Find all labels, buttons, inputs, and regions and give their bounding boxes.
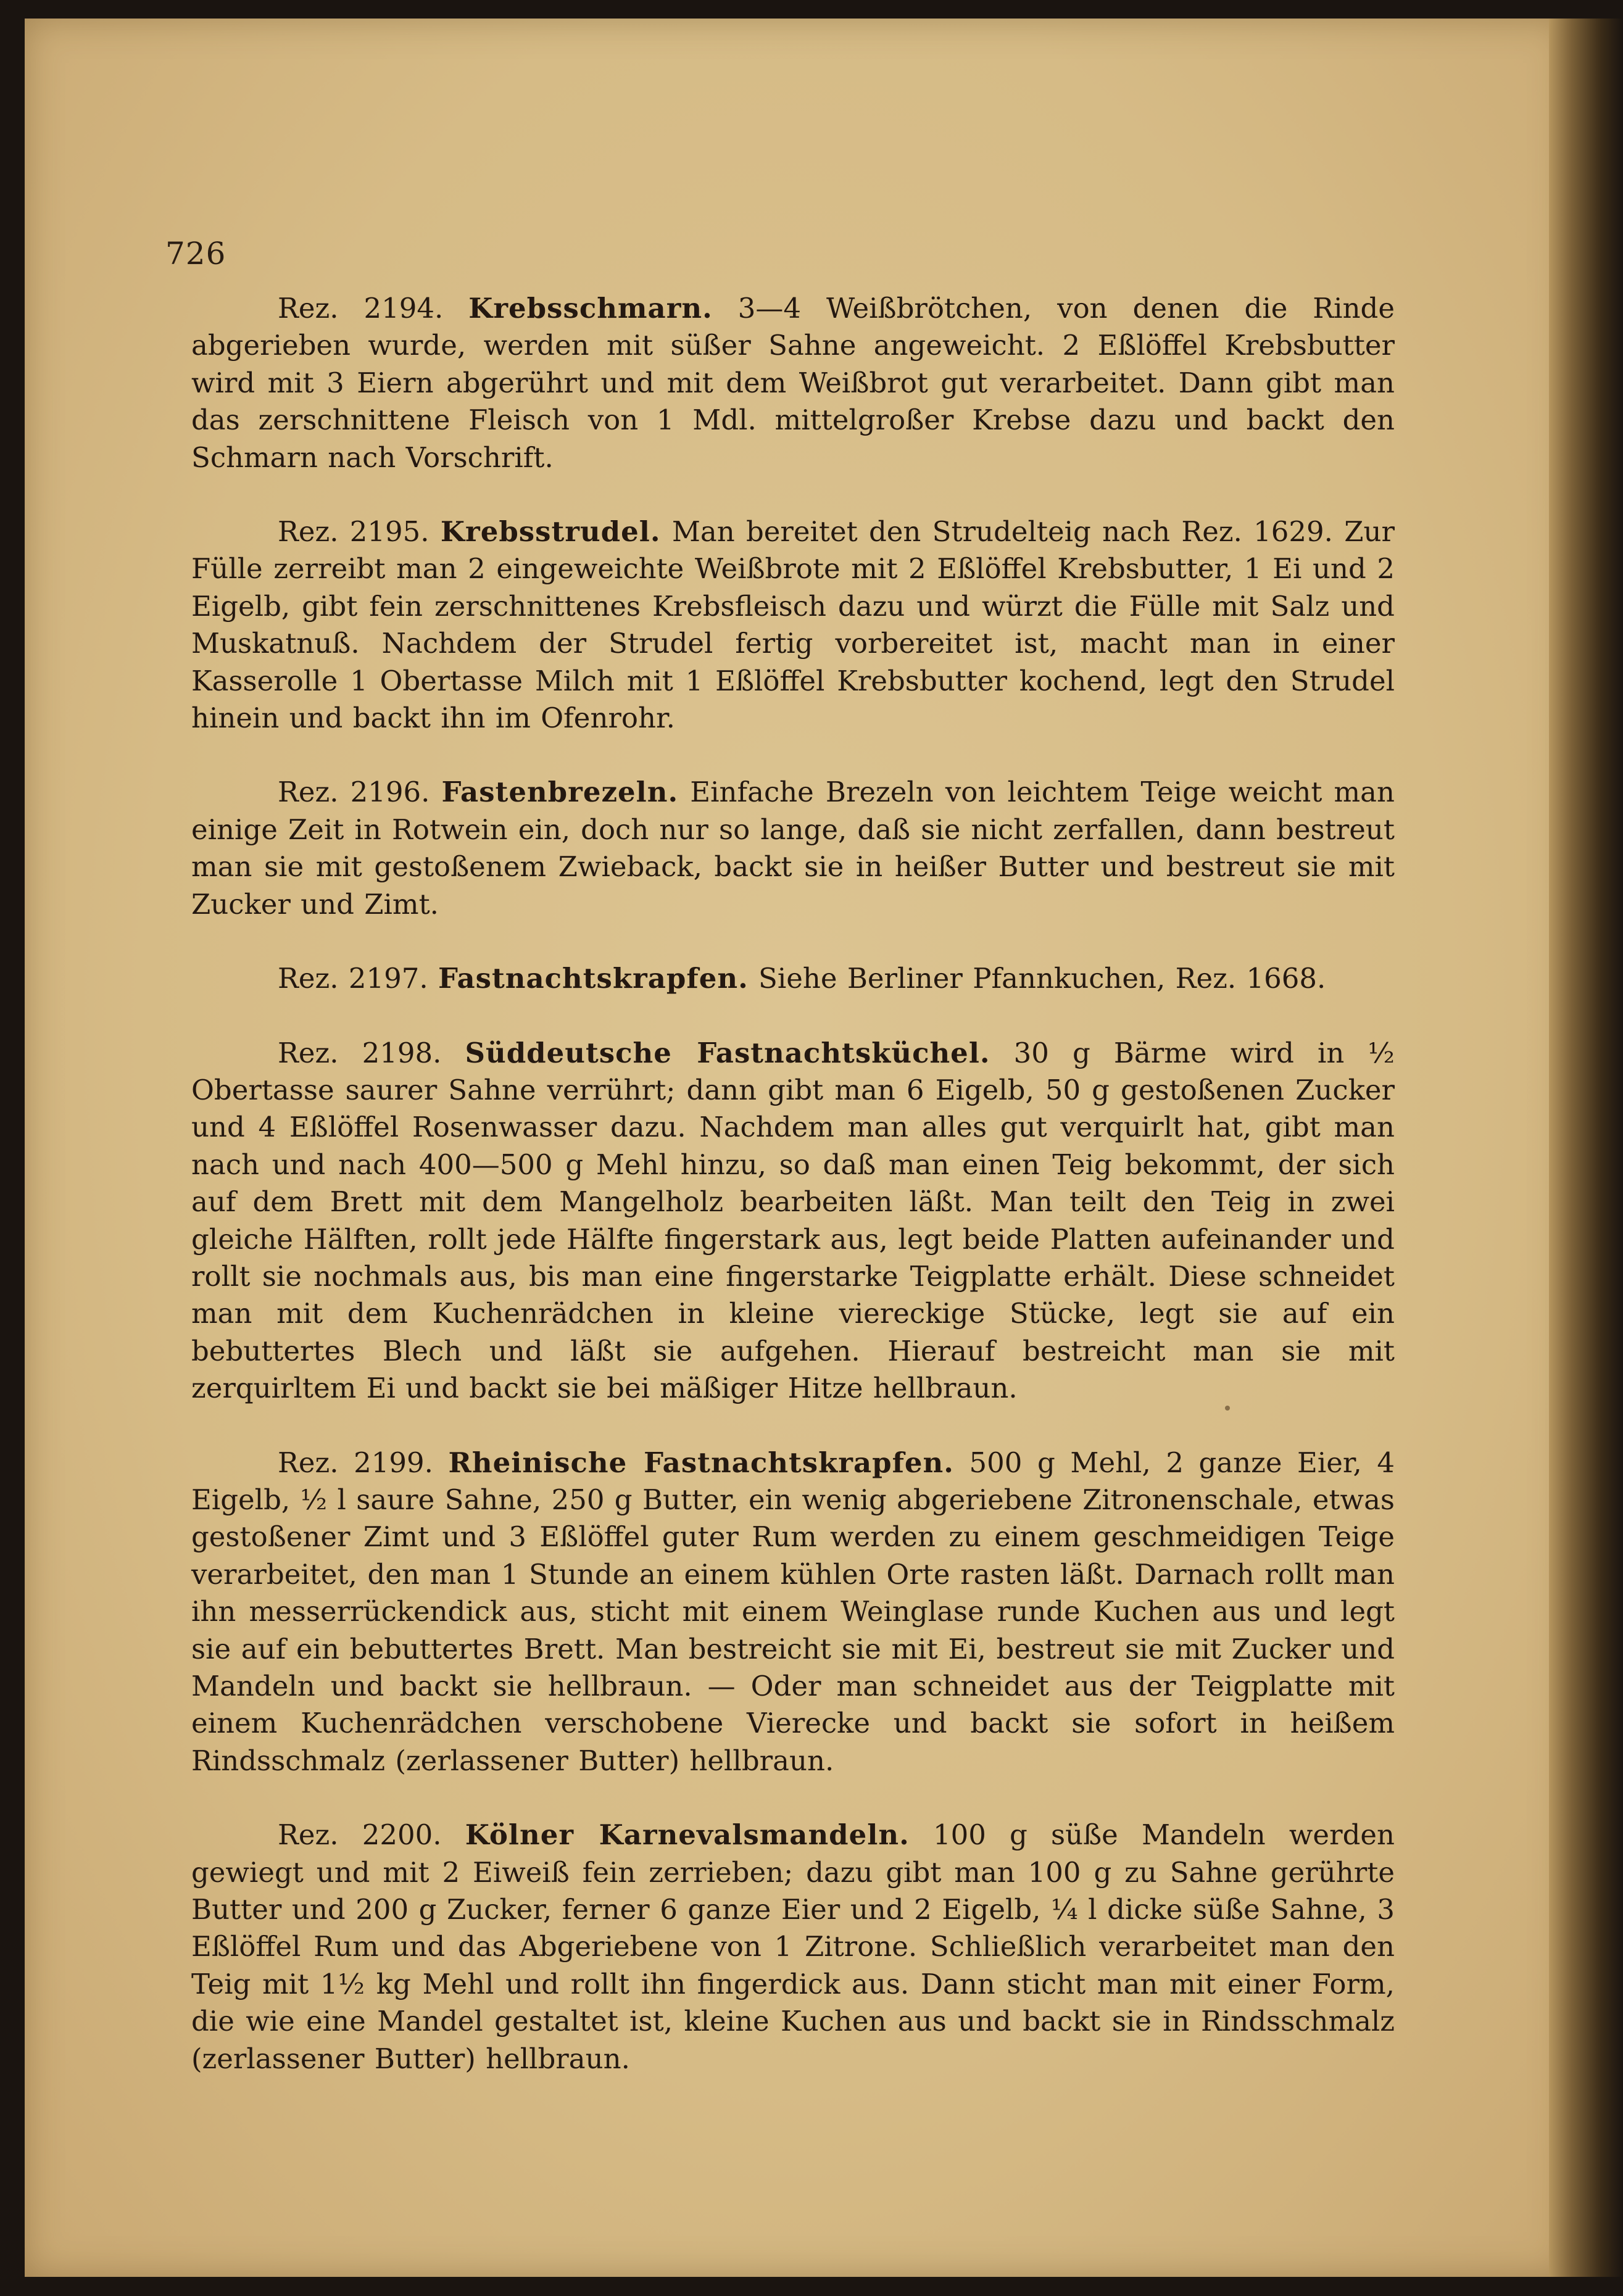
book-gutter xyxy=(1549,19,1623,2277)
recipe-2195 xyxy=(191,513,1395,737)
recipe-text: 30 g Bärme wird in ½ Obertasse saurer Sahne verrührt; dann gibt man 6 Eigelb, 50 g gestoßenen Zucker und 4 Eßlöffel Rosenwasser dazu. Nachdem man alles gut verquirlt hat, gibt man nach und nach 400—500 g Mehl hinzu, so daß man einen Teig bekommt, der sich auf dem Brett mit dem Mangelholz bearbeiten läßt. Man teilt den Teig in zwei gleiche Hälften, rollt jede Hälfte fingerstark aus, legt beide Platten aufeinander und rollt sie nochmals aus, bis man eine fingerstarke Teigplatte erhält. Diese schneidet man mit dem Kuchenrädchen in kleine viereckige Stücke, legt sie auf ein bebuttertes Blech und läßt sie aufgehen. Hierauf bestreicht man sie mit zerquirltem Ei und backt sie bei mäßiger Hitze hellbraun. xyxy=(191,1036,1395,1405)
recipe-number: Rez. 2194. xyxy=(278,292,444,325)
recipe-title: Krebsstrudel. xyxy=(440,515,661,549)
recipe-text: 100 g süße Mandeln werden gewiegt und mit 2 Eiweiß fein zerrieben; dazu gibt man 100 g zu Sahne gerührte Butter und 200 g Zucker, ferner 6 ganze Eier und 2 Eigelb, ¼ l dicke süße Sahne, 3 Eßlöffel Rum und das Abgeriebene von 1 Zitrone. Schließlich verarbeitet man den Teig mit 1½ kg Mehl und rollt ihn fingerdick aus. Dann sticht man mit einer Form, die wie eine Mandel gestaltet ist, kleine Kuchen aus und backt sie in Rindsschmalz (zerlassener Butter) hellbraun. xyxy=(191,1818,1395,2075)
ink-speck xyxy=(1225,1406,1230,1411)
recipe-title: Fastnachtskrapfen. xyxy=(438,962,749,995)
recipe-list xyxy=(191,290,1395,2115)
recipe-title: Rheinische Fastnachtskrapfen. xyxy=(448,1446,954,1479)
recipe-text: Einfache Brezeln von leichtem Teige weicht man einige Zeit in Rotwein ein, doch nur so lange, daß sie nicht zerfallen, dann bestreut man sie mit gestoßenem Zwieback, backt sie in heißer Butter und bestreut sie mit Zucker und Zimt. xyxy=(191,776,1395,921)
recipe-2198 xyxy=(191,1035,1395,1407)
recipe-number: Rez. 2199. xyxy=(278,1446,433,1479)
recipe-number: Rez. 2196. xyxy=(278,776,430,809)
recipe-2194 xyxy=(191,290,1395,476)
recipe-text: Siehe Berliner Pfannkuchen, Rez. 1668. xyxy=(758,962,1326,995)
recipe-text: Man bereitet den Strudelteig nach Rez. 1629. Zur Fülle zerreibt man 2 eingeweichte Weißbrote mit 2 Eßlöffel Krebsbutter, 1 Ei und 2 Eigelb, gibt fein zerschnittenes Krebsfleisch dazu und würzt die Fülle mit Salz und Muskatnuß. Nachdem der Strudel fertig vorbereitet ist, macht man in einer Kasserolle 1 Obertasse Milch mit 1 Eßlöffel Krebsbutter kochend, legt den Strudel hinein und backt ihn im Ofenrohr. xyxy=(191,515,1395,735)
recipe-text: 3—4 Weißbrötchen, von denen die Rinde abgerieben wurde, werden mit süßer Sahne angeweicht. 2 Eßlöffel Krebsbutter wird mit 3 Eiern abgerührt und mit dem Weißbrot gut verarbeitet. Dann gibt man das zerschnittene Fleisch von 1 Mdl. mittelgroßer Krebse dazu und backt den Schmarn nach Vorschrift. xyxy=(191,292,1395,474)
recipe-title: Fastenbrezeln. xyxy=(441,776,679,809)
recipe-title: Krebsschmarn. xyxy=(468,292,713,325)
recipe-2199 xyxy=(191,1444,1395,1780)
recipe-number: Rez. 2198. xyxy=(278,1036,442,1069)
recipe-2197 xyxy=(191,960,1395,997)
recipe-number: Rez. 2197. xyxy=(278,962,428,995)
recipe-text: 500 g Mehl, 2 ganze Eier, 4 Eigelb, ½ l saure Sahne, 250 g Butter, ein wenig abgeriebene Zitronenschale, etwas gestoßener Zimt und 3 Eßlöffel guter Rum werden zu einem geschmeidigen Teige verarbeitet, den man 1 Stunde an einem kühlen Orte rasten läßt. Darnach rollt man ihn messerrückendick aus, sticht mit einem Weinglase runde Kuchen aus und legt sie auf ein bebuttertes Brett. Man bestreicht sie mit Ei, bestreut sie mit Zucker und Mandeln und backt sie hellbraun. — Oder man schneidet aus der Teigplatte mit einem Kuchenrädchen verschobene Vierecke und backt sie sofort in heißem Rindsschmalz (zerlassener Butter) hellbraun. xyxy=(191,1446,1395,1777)
recipe-number: Rez. 2195. xyxy=(278,515,430,549)
recipe-title: Kölner Karnevalsmandeln. xyxy=(465,1818,910,1852)
recipe-2200 xyxy=(191,1817,1395,2078)
recipe-number: Rez. 2200. xyxy=(278,1818,442,1852)
recipe-2196 xyxy=(191,774,1395,923)
page-number: 726 xyxy=(165,236,226,271)
recipe-title: Süddeutsche Fastnachtsküchel. xyxy=(465,1036,990,1069)
